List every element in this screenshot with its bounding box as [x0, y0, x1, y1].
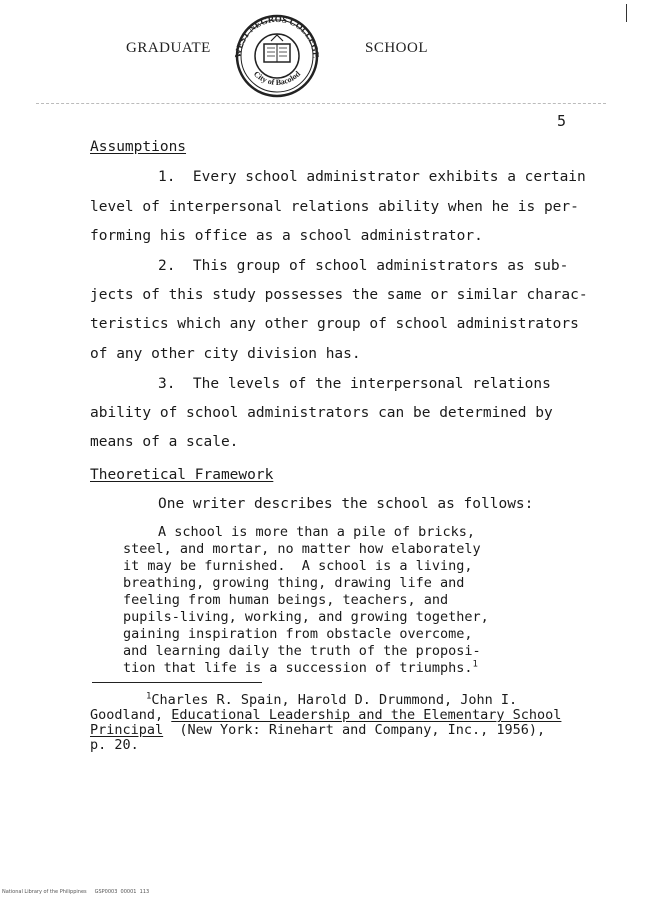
framework-heading: Theoretical Framework	[90, 467, 274, 483]
framework-intro: One writer describes the school as follows:	[158, 496, 534, 512]
assumption-line: 3. The levels of the interpersonal relations	[158, 376, 551, 392]
quote-line: and learning daily the truth of the proposi-	[123, 643, 481, 659]
footnote-book-title-end: Principal	[90, 722, 164, 738]
footnote-line: p. 20.	[90, 737, 139, 753]
assumptions-heading: Assumptions	[90, 139, 187, 155]
footnote-line: Goodland, Educational Leadership and the Elementary School	[90, 707, 562, 723]
quote-line-last: tion that life is a succession of triumphs.$^1$	[123, 659, 478, 676]
letterhead-rule	[36, 103, 606, 104]
quote-line: it may be furnished. A school is a living,	[123, 558, 473, 574]
quote-line: gaining inspiration from obstacle overcome,	[123, 626, 473, 642]
quote-line: steel, and mortar, no matter how elaborately	[123, 541, 481, 557]
footnote-marker: 1	[146, 691, 152, 702]
assumption-line: of any other city division has.	[90, 346, 361, 362]
quote-line: A school is more than a pile of bricks,	[158, 524, 475, 540]
quote-line: feeling from human beings, teachers, and	[123, 592, 449, 608]
footnote-line: Principal (New York: Rinehart and Company, Inc., 1956),	[90, 722, 546, 738]
footnote-book-title: Educational Leadership and the Elementary School	[171, 707, 562, 723]
assumption-line: ability of school administrators can be determined by	[90, 405, 553, 421]
assumption-line: forming his office as a school administrator.	[90, 228, 483, 244]
footnote-reference: 1	[472, 659, 478, 670]
assumption-line: 2. This group of school administrators as sub-	[158, 258, 569, 274]
seal-top-text: WEST NEGROS COLLEGE	[232, 13, 322, 59]
assumption-line: level of interpersonal relations ability when he is per-	[90, 199, 579, 215]
assumption-line: jects of this study possesses the same or similar charac-	[90, 287, 588, 303]
seal-bottom-text: City of Bacolod	[251, 69, 303, 87]
assumption-line: teristics which any other group of school administrators	[90, 316, 579, 332]
assumption-line: 1. Every school administrator exhibits a certain	[158, 169, 586, 185]
footnote-line: $^1$Charles R. Spain, Harold D. Drummond, John I.	[146, 691, 518, 708]
quote-line: breathing, growing thing, drawing life and	[123, 575, 465, 591]
footnote-rule	[92, 682, 262, 683]
page-number: 5	[557, 112, 567, 130]
letterhead-left-word: GRADUATE	[126, 40, 211, 56]
scan-footer: National Library of the Philippines GSP0003 00001 113	[2, 889, 150, 895]
quote-line: pupils-living, working, and growing together,	[123, 609, 489, 625]
college-seal	[227, 12, 327, 98]
assumption-line: means of a scale.	[90, 434, 239, 450]
letterhead-right-word: SCHOOL	[365, 40, 429, 56]
scan-mark	[626, 4, 627, 22]
